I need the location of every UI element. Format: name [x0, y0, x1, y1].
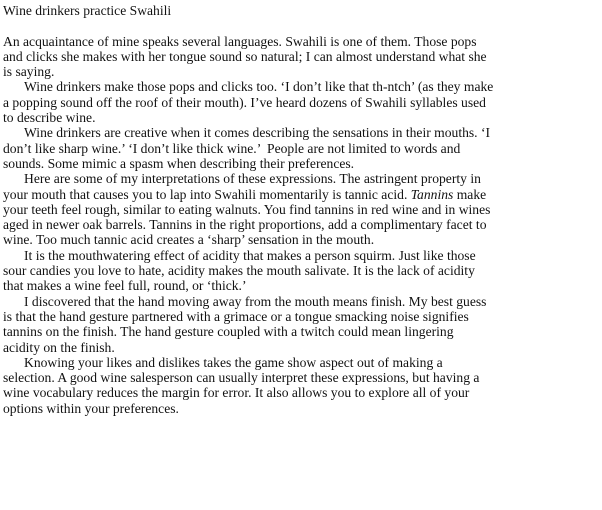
paragraph-line — [3, 248, 599, 263]
document-page — [3, 3, 599, 416]
paragraph-line — [3, 217, 599, 232]
line-text: and clicks she makes with her tongue sound so natural; I can almost understand what she — [3, 48, 487, 64]
line-text: Wine drinkers are creative when it comes describing the sensations in their mouths. ‘I — [24, 125, 491, 141]
line-text: wine. Too much tannic acid creates a ‘sharp’ sensation in the mouth. — [3, 232, 375, 248]
paragraph-line — [3, 263, 599, 278]
paragraph-line — [3, 49, 599, 64]
line-text: don’t like sharp wine.’ ‘I don’t like thick wine.’ People are not limited to words and — [3, 140, 461, 156]
line-text-after: make — [453, 186, 487, 202]
paragraph-line — [3, 79, 599, 94]
paragraph-line — [3, 340, 599, 355]
blank-line — [3, 18, 599, 33]
paragraph-line — [3, 156, 599, 171]
line-text: is saying. — [3, 64, 55, 80]
line-text: is that the hand gesture partnered with a grimace or a tongue smacking noise signifies — [3, 308, 469, 324]
line-text: It is the mouthwatering effect of acidity that makes a person squirm. Just like those — [24, 247, 476, 263]
line-text: I discovered that the hand moving away from the mouth means finish. My best guess — [24, 293, 487, 309]
paragraph-line — [3, 385, 599, 400]
paragraph-line — [3, 401, 599, 416]
paragraph-line — [3, 294, 599, 309]
line-text: An acquaintance of mine speaks several languages. Swahili is one of them. Those pops — [3, 33, 477, 49]
document-title: Wine drinkers practice Swahili — [3, 3, 172, 18]
paragraph — [3, 294, 599, 355]
paragraph — [3, 248, 599, 294]
line-text: that makes a wine feel full, round, or ‘thick.’ — [3, 278, 247, 294]
line-text: wine vocabulary reduces the margin for error. It also allows you to explore all of your — [3, 385, 470, 401]
line-text: selection. A good wine salesperson can usually interpret these expressions, but having a — [3, 370, 480, 386]
line-text: aged in newer oak barrels. Tannins in the right proportions, add a complimentary facet to — [3, 217, 487, 233]
paragraph-line — [3, 370, 599, 385]
paragraph-line — [3, 95, 599, 110]
line-text: tannins on the finish. The hand gesture coupled with a twitch could mean lingering — [3, 324, 454, 340]
paragraph — [3, 34, 599, 80]
line-text: acidity on the finish. — [3, 339, 115, 355]
paragraph-line — [3, 232, 599, 247]
paragraph-line — [3, 110, 599, 125]
document-body — [3, 34, 599, 416]
paragraph-line — [3, 34, 599, 49]
line-text: a popping sound off the roof of their mouth). I’ve heard dozens of Swahili syllables used — [3, 94, 486, 110]
line-text: options within your preferences. — [3, 400, 179, 416]
line-text: Wine drinkers make those pops and clicks too. ‘I don’t like that th-ntch’ (as they make — [24, 79, 494, 95]
paragraph-line — [3, 171, 599, 186]
paragraph-line — [3, 355, 599, 370]
line-text: Here are some of my interpretations of these expressions. The astringent property in — [24, 171, 481, 187]
line-text: your teeth feel rough, similar to eating walnuts. You find tannins in red wine and in wines — [3, 201, 491, 217]
line-text: your mouth that causes you to lap into Swahili momentarily is tannic acid. — [3, 186, 411, 202]
paragraph-line — [3, 141, 599, 156]
paragraph-line — [3, 202, 599, 217]
paragraph-line — [3, 324, 599, 339]
paragraph — [3, 171, 599, 247]
paragraph-line — [3, 278, 599, 293]
italic-term: Tannins — [410, 186, 454, 202]
line-text: sounds. Some mimic a spasm when describing their preferences. — [3, 155, 355, 171]
paragraph — [3, 79, 599, 125]
paragraph-line — [3, 187, 599, 202]
line-text: Knowing your likes and dislikes takes the game show aspect out of making a — [24, 354, 443, 370]
line-text: to describe wine. — [3, 110, 96, 126]
paragraph-line — [3, 125, 599, 140]
paragraph-line — [3, 309, 599, 324]
paragraph — [3, 355, 599, 416]
paragraph-line — [3, 64, 599, 79]
paragraph — [3, 125, 599, 171]
line-text: sour candies you love to hate, acidity makes the mouth salivate. It is the lack of acidity — [3, 263, 475, 279]
